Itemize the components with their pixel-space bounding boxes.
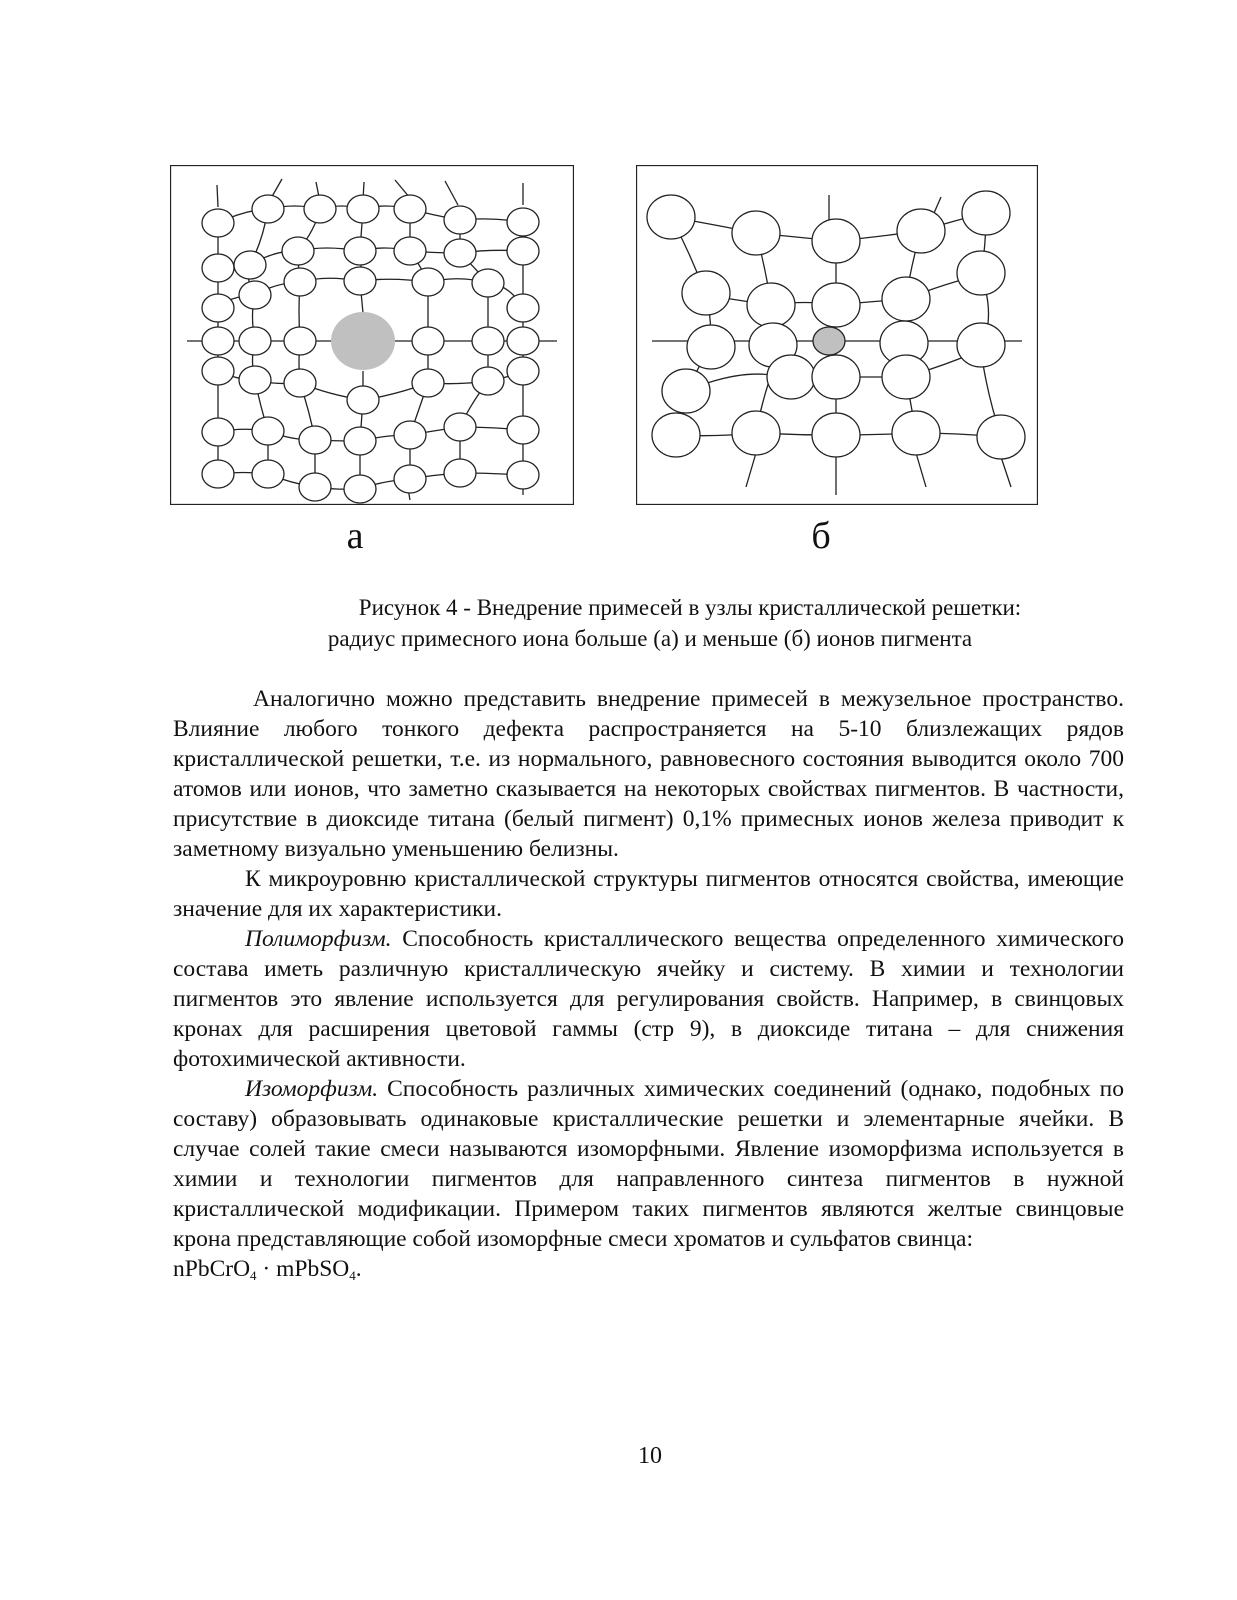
formula-dot: · (256, 1256, 277, 1282)
chemical-formula (173, 1254, 1124, 1291)
term-isomorphism: Изоморфизм. (245, 1076, 379, 1102)
formula-part-2: mPbSO (276, 1256, 350, 1282)
paragraph-3 (173, 924, 1124, 1074)
formula-subscript-2: 4 (349, 1268, 356, 1283)
figure-label-a: а (346, 515, 364, 557)
large-impurity-ion (331, 312, 395, 370)
page-number: 10 (638, 1443, 662, 1469)
paragraph-1: Аналогично можно представить внедрение примесей в межузельное пространство. Влияние любого тонкого дефекта распространяется на 5-10 близлежащих рядов кристаллической решетки, т.е. из нормального, равновесного состояния выводится около 700 атомов или ионов, что заметно сказывается на некоторых свойствах пигментов. В частности, присутствие в диоксиде титана (белый пигмент) 0,1% примесных ионов железа приводит к заметному визуально уменьшению белизны. (173, 686, 1124, 862)
paragraph-2: К микроуровню кристаллической структуры пигментов относятся свойства, имеющие значение для их характеристики. (173, 866, 1124, 922)
figure-label-b: б (811, 515, 831, 557)
caption-line-1: Рисунок 4 - Внедрение примесей в узлы кристаллической решетки: (358, 595, 1022, 620)
figure-b-lattice (636, 165, 1040, 505)
caption-line-2: радиус примесного иона больше (а) и меньше (б) ионов пигмента (327, 626, 973, 651)
formula-subscript-1: 4 (250, 1268, 257, 1283)
lattice-large-impurity-diagram (170, 165, 574, 505)
formula-part-1: nPbCrO (173, 1256, 251, 1282)
term-polymorphism: Полиморфизм. (245, 926, 392, 952)
lattice-small-impurity-diagram (636, 165, 1038, 505)
small-impurity-ion (813, 327, 845, 355)
formula-end: . (355, 1256, 362, 1282)
paragraph-4 (173, 1074, 1124, 1254)
figure-a-lattice (170, 165, 574, 505)
figure-caption (150, 592, 1150, 654)
body-text (173, 684, 1124, 1291)
paragraph-4-text: Способность различных химических соединений (однако, подобных по составу) образовывать одинаковые кристаллические решетки и элементарные ячейки. В случае солей такие смеси называются изоморфными. Явление изоморфизма используется в химии и технологии пигментов для направленного синтеза пигментов в нужной кристаллической модификации. Примером таких пигментов являются желтые свинцовые крона представляющие собой изоморфные смеси хроматов и сульфатов свинца: (173, 1076, 1124, 1252)
paragraph-3-text: Способность кристаллического вещества определенного химического состава иметь различную кристаллическую ячейку и систему. В химии и технологии пигментов это явление используется для регулирования свойств. Например, в свинцовых кронах для расширения цветовой гаммы (стр 9), в диоксиде титана – для снижения фотохимической активности. (173, 926, 1124, 1072)
